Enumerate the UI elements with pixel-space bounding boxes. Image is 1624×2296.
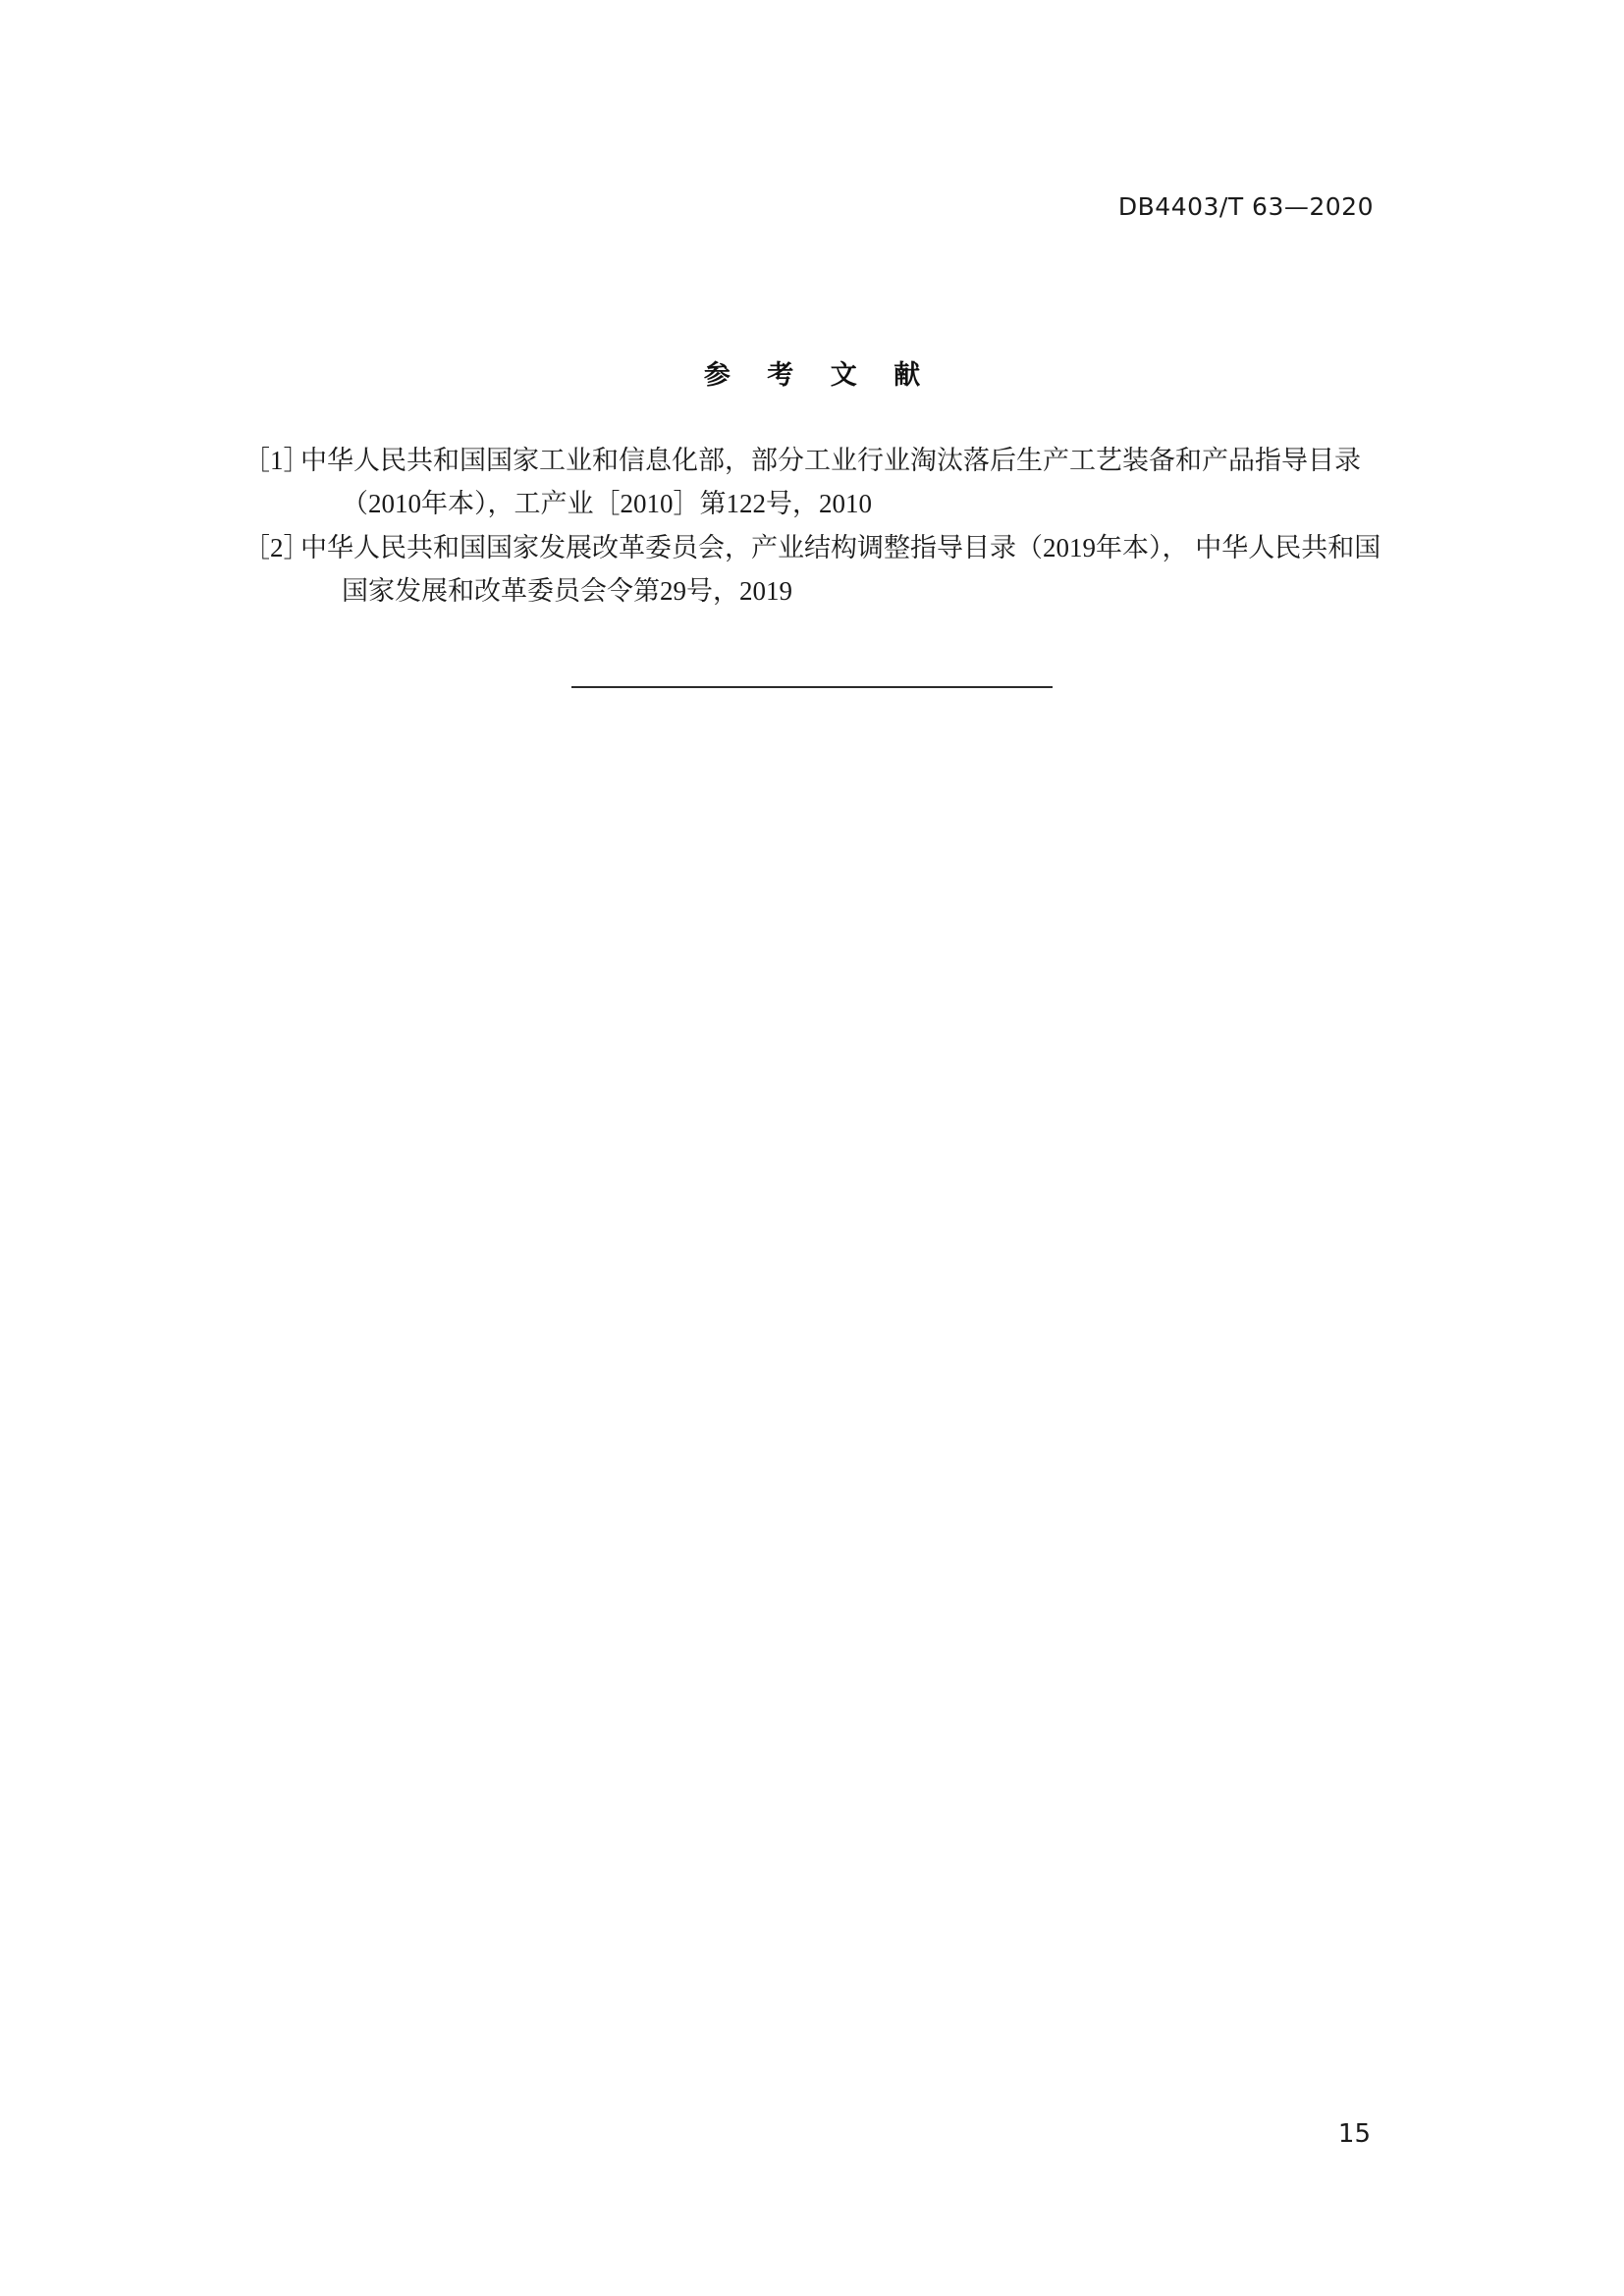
reference-line-continued: （2010年本），工产业［2010］第122号，2010 [342,488,872,518]
standard-number-header: DB4403/T 63—2020 [1117,192,1374,221]
list-item [244,527,1490,613]
reference-marker: ［2］ [244,533,310,563]
list-item [244,440,1490,525]
reference-text [300,440,1490,525]
reference-line: 中华人民共和国国家工业和信息化部，部分工业行业淘汰落后生产工艺装备和产品指导目录 [300,446,1361,475]
horizontal-rule [571,685,1053,688]
reference-marker: ［1］ [244,446,310,475]
reference-text [300,527,1490,613]
reference-list [244,440,1490,615]
page-title: 参 考 文 献 [703,360,935,391]
reference-line: 中华人民共和国国家发展改革委员会，产业结构调整指导目录（2019年本）， 中华人民共和国 [300,533,1381,563]
reference-line-continued: 国家发展和改革委员会令第29号，2019 [342,576,792,607]
page-number: 15 [1337,2119,1371,2149]
end-of-document-rule [0,677,1624,695]
